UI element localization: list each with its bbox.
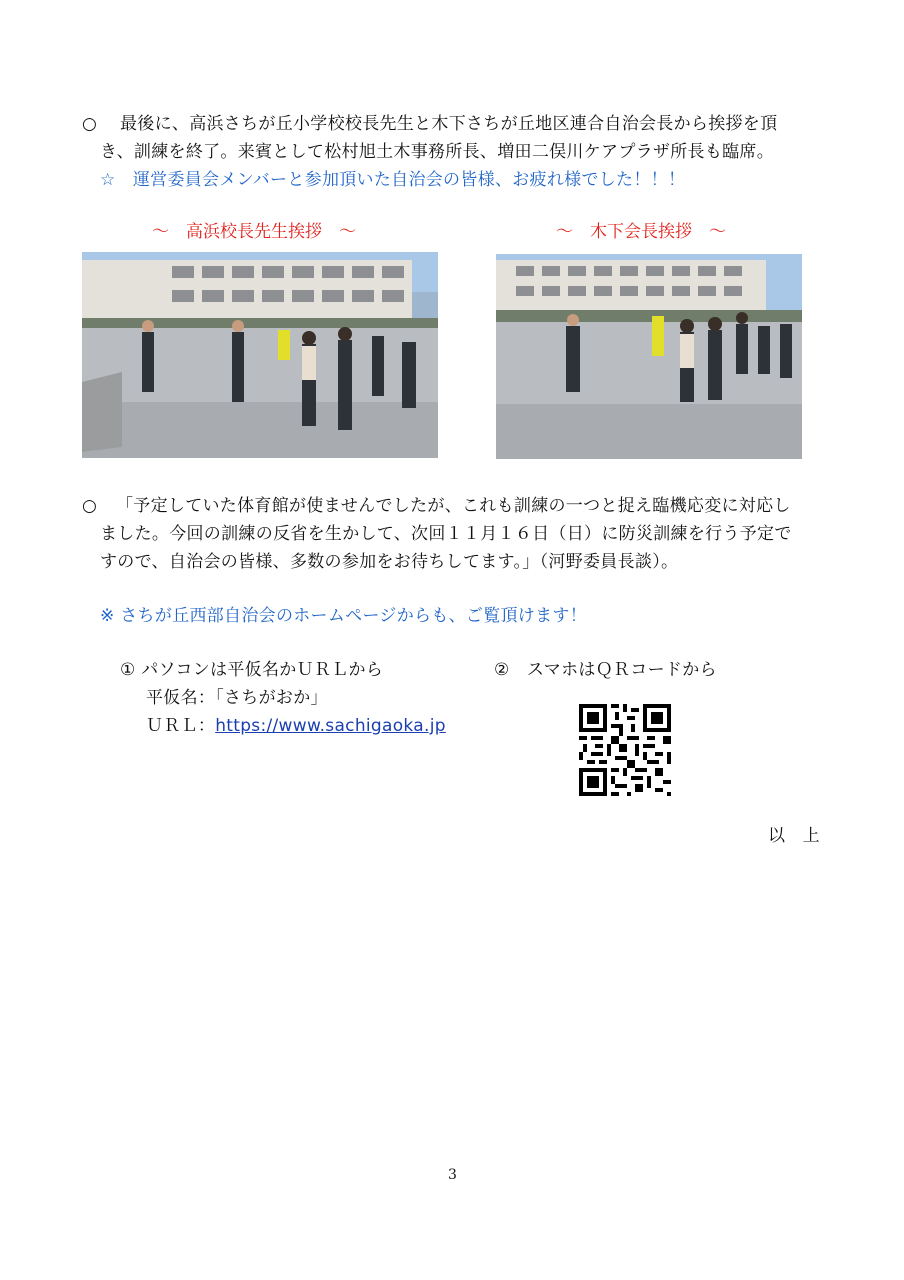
homepage-link[interactable]: https://www.sachigaoka.jp (215, 716, 446, 736)
bullet-circle: ○ (82, 114, 98, 134)
photo-caption-principal: ～ 高浜校長先生挨拶 ～ (152, 222, 356, 242)
phone-access-heading: ② スマホはＱＲコードから (494, 660, 717, 680)
principal-greeting-photo (82, 252, 438, 458)
pc-access-heading: ① パソコンは平仮名かＵＲＬから (120, 660, 384, 680)
bullet-circle: ○ (82, 496, 98, 516)
page-number: 3 (448, 1167, 457, 1183)
thanks-star-line: ☆ 運営委員会メンバーと参加頂いた自治会の皆様、お疲れ様でした！！！ (100, 170, 686, 190)
kana-name-line: 平仮名：「さちがおか」 (146, 688, 328, 708)
closing-remarks-line-2: き、訓練を終了。来賓として松村旭土木事務所長、増田二俣川ケアプラザ所長も臨席。 (100, 142, 775, 162)
photo-caption-chairman: ～ 木下会長挨拶 ～ (556, 222, 726, 242)
url-line (146, 714, 446, 738)
chairman-greeting-photo (496, 254, 802, 459)
chair-comment-line-3: すので、自治会の皆様、多数の参加をお待ちしてます。」（河野委員長談）。 (100, 552, 679, 572)
qr-code-icon[interactable] (579, 704, 671, 796)
url-label: ＵＲＬ： (146, 716, 216, 736)
closing-mark: 以 上 (768, 826, 820, 846)
homepage-note: ※ さちが丘西部自治会のホームページからも、ご覧頂けます！ (100, 606, 588, 626)
closing-remarks-line-1: 最後に、高浜さちが丘小学校校長先生と木下さちが丘地区連合自治会長から挨拶を頂 (120, 114, 778, 134)
chair-comment-line-1: 「予定していた体育館が使ませんでしたが、これも訓練の一つと捉え臨機応変に対応し (116, 496, 791, 516)
chair-comment-line-2: ました。今回の訓練の反省を生かして、次回１１月１６日（日）に防災訓練を行う予定で (100, 524, 792, 544)
